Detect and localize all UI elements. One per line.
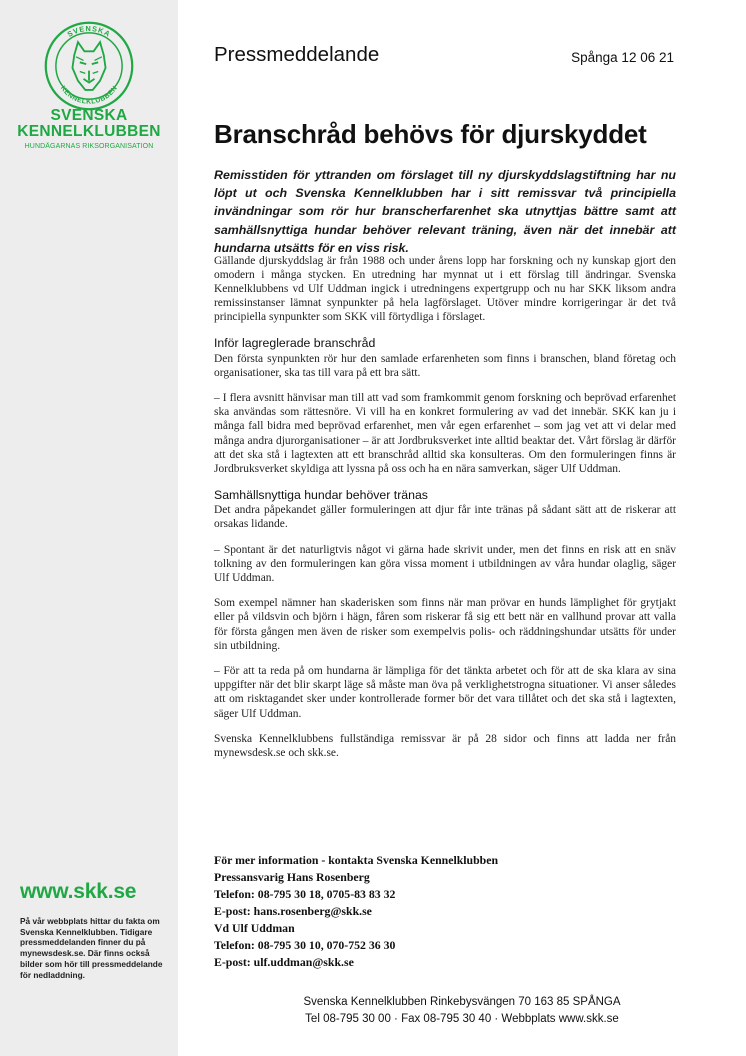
paragraph: Den första synpunkten rör hur den samlade erfarenheten som finns i branschen, bland företag och organisationer, ska tas till vara på ett bra sätt. (214, 352, 676, 379)
document-type: Pressmeddelande (214, 43, 380, 66)
section-heading: Inför lagreglerade branschråd (214, 336, 376, 351)
article-body (214, 254, 676, 772)
paragraph: Som exempel nämner han skaderisken som finns när man prövar en hunds lämplighet för grytjakt eller på vildsvin och björn i hägn, fåren som riskerar få sig ett bett när en vallhund provar att valla för första gången men även de risker som exempelvis polis- och räddningshundar utsätts för under sin utbildning. (214, 597, 676, 652)
paragraph: Gällande djurskyddslag är från 1988 och under årens lopp har forskning och ny kunskap gjort den omodern i många stycken. En utredning har mynnat ut i ett förslag till ändringar. Svenska Kennelklubbens vd Ulf Uddman ingick i utredningens expertgrupp och nu har SKK liksom andra remissinstanser lämnat synpunkter på hela lagförslaget. Utöver mindre korrigeringar är det två principiella synpunkter som SKK vill förtydliga i förslaget. (214, 255, 676, 324)
contact-press-officer: Pressansvarig Hans Rosenberg (214, 870, 370, 884)
contact-block (214, 852, 498, 971)
paragraph: – I flera avsnitt hänvisar man till att vad som framkommit genom forskning och beprövad erfarenhet ska användas som rättesnöre. Vi vill ha en konkret formulering av vad det innebär. SKK kan ju i många fall bidra med beprövad erfarenhet, men vår egen erfarenhet – som jag vet att vi delar med många andra djurorganisationer – är att Jordbruksverket inte alltid beaktar det. Vårt förslag är därför att det ska stå i lagtexten att ett branschråd alltid ska konsulteras. Om den formuleringen finns är Jordbruksverket skyldiga att lyssna på oss och ha en nära samverkan, säger Ulf Uddman. (214, 392, 676, 475)
paragraph: Svenska Kennelklubbens fullständiga remissvar är på 28 sidor och finns att ladda ner från mynewsdesk.se och skk.se. (214, 733, 676, 760)
org-tagline: HUNDÄGARNAS RIKSORGANISATION (24, 143, 154, 150)
contact-ceo: Vd Ulf Uddman (214, 921, 295, 935)
svg-text:KENNELKLUBBEN: KENNELKLUBBEN (58, 84, 120, 106)
paragraph: – Spontant är det naturligtvis något vi gärna hade skrivit under, men det finns en risk att en snäv tolkning av den formuleringen kan göra vissa moment i utbildningen av våra hundar olaglig, säger Ulf Uddman. (214, 543, 676, 584)
org-name-line2: KENNELKLUBBEN (17, 123, 161, 140)
svg-text:SVENSKA: SVENSKA (65, 24, 113, 39)
headline: Branschråd behövs för djurskyddet (214, 119, 647, 149)
contact-heading: För mer information - kontakta Svenska Kennelklubben (214, 853, 499, 867)
website-link[interactable]: www.skk.se (20, 880, 137, 903)
sidebar (0, 0, 178, 1056)
document-date: Spånga 12 06 21 (571, 50, 674, 65)
contact-email[interactable]: E-post: ulf.uddman@skk.se (214, 955, 354, 969)
paragraph: Det andra påpekandet gäller formuleringen att djur får inte tränas på sådant sätt att de riskerar att orsakas lidande. (214, 503, 676, 530)
footer-address: Svenska Kennelklubben Rinkebysvängen 70 163 85 SPÅNGA (303, 996, 621, 1008)
paragraph: – För att ta reda på om hundarna är lämpliga för det tänkta arbetet och för att de ska klara av sina uppgifter när det blir skarpt läge så måste man öva på verklighetstrogna situationer. Vi anser således att om risktagandet sker under kontrollerade former bör det vara tillåtet och det ska stå i lagtexten, säger Ulf Uddman. (214, 665, 676, 720)
contact-email[interactable]: E-post: hans.rosenberg@skk.se (214, 904, 372, 918)
org-name-line1: SVENSKA (50, 107, 128, 124)
footer-contact: Tel 08-795 30 00 · Fax 08-795 30 40 · Webbplats www.skk.se (305, 1013, 619, 1025)
contact-phone: Telefon: 08-795 30 10, 070-752 36 30 (214, 938, 396, 952)
contact-phone: Telefon: 08-795 30 18, 0705-83 83 32 (214, 887, 396, 901)
kennel-club-logo (43, 20, 135, 112)
lead-paragraph: Remisstiden för yttranden om förslaget till ny djurskyddslagstiftning har nu löpt ut och Svenska Kennelklubben har i sitt remissvar två principiella invändningar som rör hur branscherfarenhet ska utnyttjas bättre samt att samhällsnyttiga hundar behöver relevant träning, även när det innebär att hundarna utsätts för en viss risk. (214, 168, 676, 255)
website-note: På vår webbplats hittar du fakta om Svenska Kennelklubben. Tidigare pressmeddelanden finner du på mynewsdesk.se. Där finns också bilder som hör till pressmeddelande för nedladdning. (20, 916, 163, 980)
section-heading: Samhällsnyttiga hundar behöver tränas (214, 487, 428, 502)
